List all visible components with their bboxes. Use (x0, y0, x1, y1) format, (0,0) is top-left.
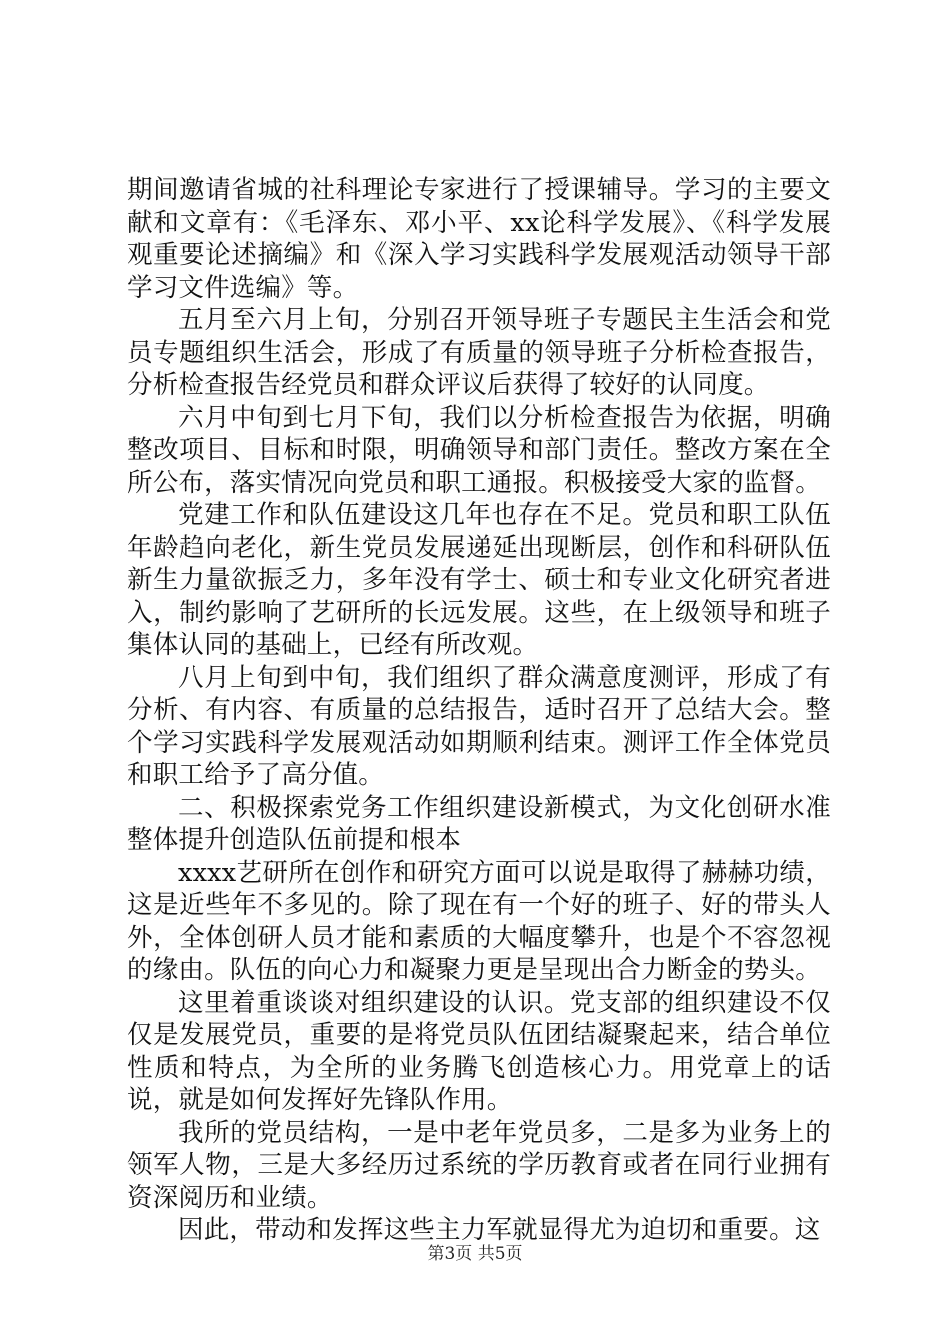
paragraph: 五月至六月上旬，分别召开领导班子专题民主生活会和党员专题组织生活会，形成了有质量的领导班子分析检查报告，分析检查报告经党员和群众评议后获得了较好的认同度。 (127, 305, 831, 400)
paragraph: 八月上旬到中旬，我们组织了群众满意度测评，形成了有分析、有内容、有质量的总结报告，适时召开了总结大会。整个学习实践科学发展观活动如期顺利结束。测评工作全体党员和职工给予了高分值。 (127, 662, 831, 790)
section-heading: 二、积极探索党务工作组织建设新模式，为文化创研水准整体提升创造队伍前提和根本 (127, 792, 831, 855)
paragraph: 六月中旬到七月下旬，我们以分析检查报告为依据，明确整改项目、目标和时限，明确领导和部门责任。整改方案在全所公布，落实情况向党员和职工通报。积极接受大家的监督。 (127, 402, 831, 498)
paragraph: xxxx艺研所在创作和研究方面可以说是取得了赫赫功绩，这是近些年不多见的。除了现在有一个好的班子、好的带头人外，全体创研人员才能和素质的大幅度攀升，也是个不容忽视的缘由。队伍的向心力和凝聚力更是呈现出合力断金的势头。 (127, 857, 831, 985)
paragraph: 这里着重谈谈对组织建设的认识。党支部的组织建设不仅仅是发展党员，重要的是将党员队伍团结凝聚起来，结合单位性质和特点，为全所的业务腾飞创造核心力。用党章上的话说，就是如何发挥好先锋队作用。 (127, 987, 831, 1115)
paragraph-continuation: 期间邀请省城的社科理论专家进行了授课辅导。学习的主要文献和文章有：《毛泽东、邓小平、xx论科学发展》、《科学发展观重要论述摘编》和《深入学习实践科学发展观活动领导干部学习文件选编》等。 (127, 175, 831, 303)
paragraph: 党建工作和队伍建设这几年也存在不足。党员和职工队伍年龄趋向老化，新生党员发展递延出现断层，创作和科研队伍新生力量欲振乏力，多年没有学士、硕士和专业文化研究者进入，制约影响了艺研所的长远发展。这些，在上级领导和班子集体认同的基础上，已经有所改观。 (127, 500, 831, 660)
paragraph: 我所的党员结构，一是中老年党员多，二是多为业务上的领军人物，三是大多经历过系统的学历教育或者在同行业拥有资深阅历和业绩。 (127, 1117, 831, 1213)
page-number-footer: 第3页 共5页 (427, 1244, 523, 1264)
document-body (127, 174, 831, 1247)
paragraph-truncated: 因此，带动和发挥这些主力军就显得尤为迫切和重要。这 (178, 1215, 821, 1245)
